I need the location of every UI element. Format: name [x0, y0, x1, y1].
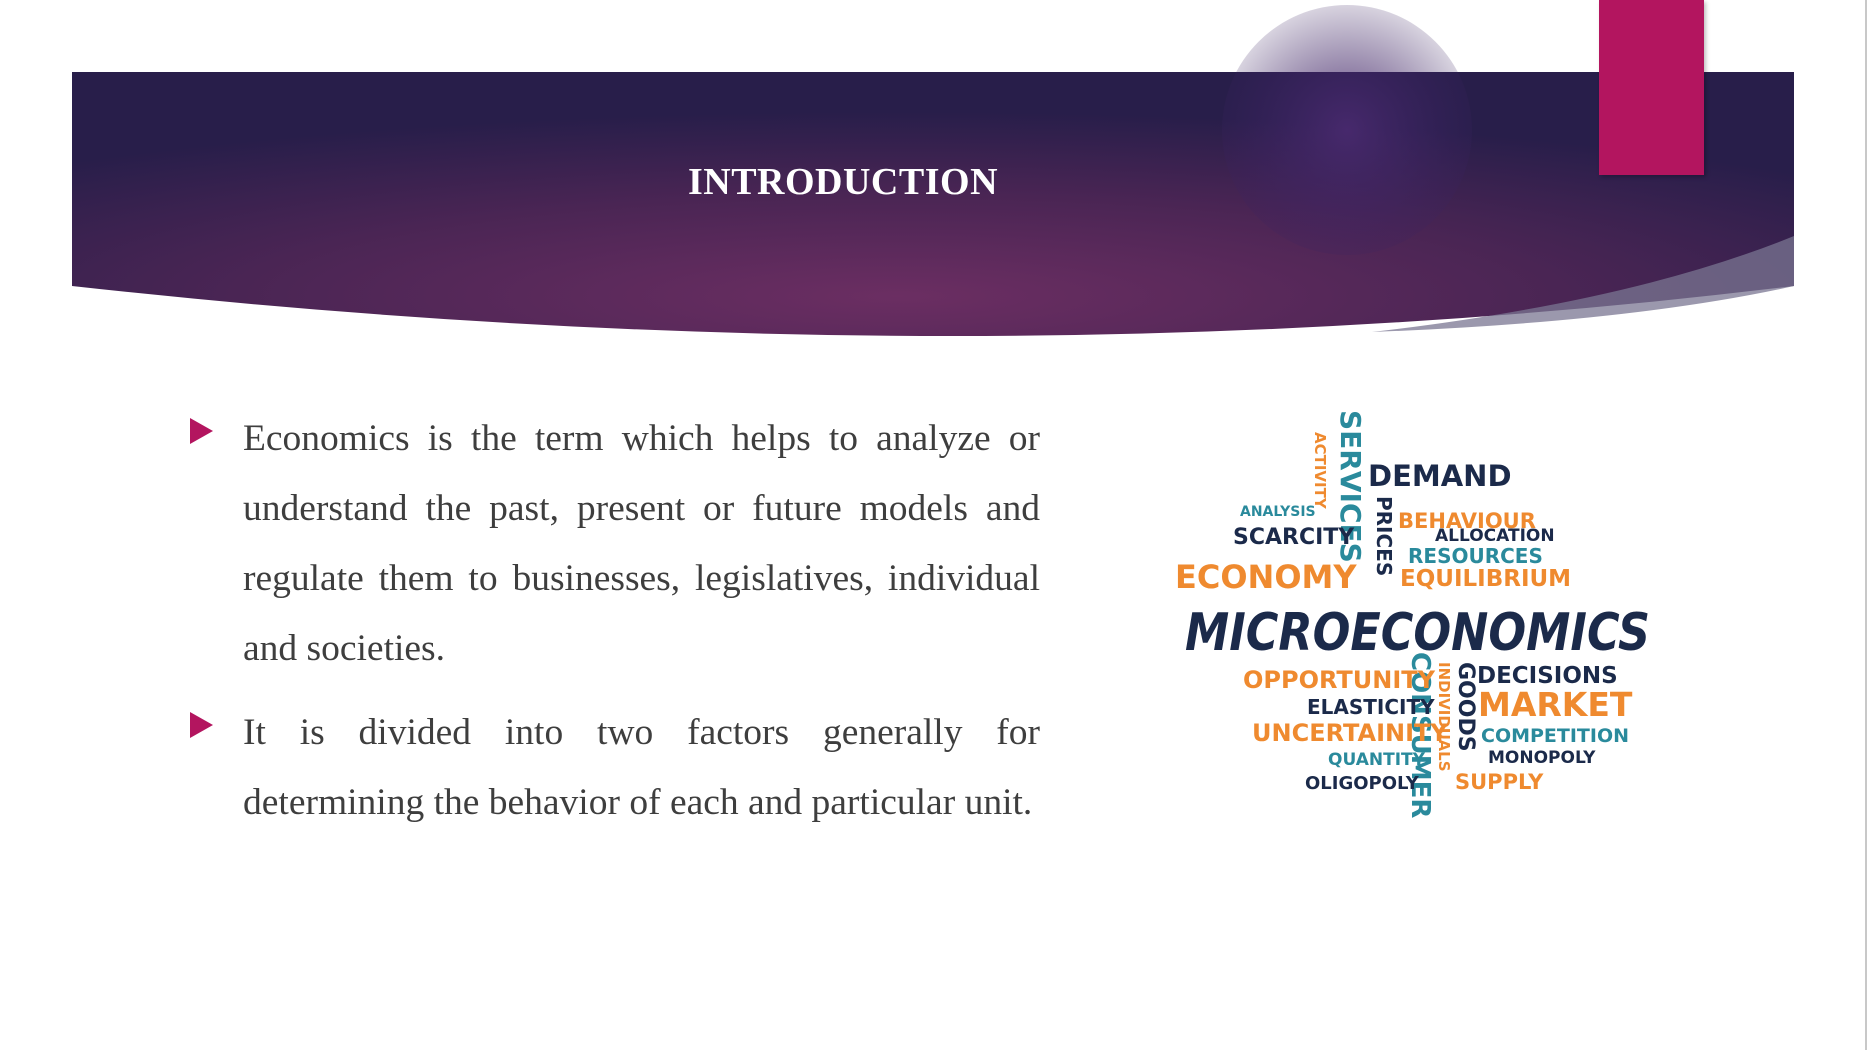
- word-activity: ACTIVITY: [1311, 432, 1329, 509]
- slide-title: INTRODUCTION: [687, 161, 999, 203]
- word-allocation: ALLOCATION: [1435, 526, 1555, 546]
- word-economy: ECONOMY: [1175, 558, 1357, 596]
- word-uncertainity: UNCERTAINITY: [1252, 719, 1448, 747]
- title-banner: [72, 72, 1794, 348]
- word-goods: GOODS: [1453, 662, 1478, 752]
- word-market: MARKET: [1478, 685, 1633, 724]
- word-elasticity: ELASTICITY: [1307, 695, 1435, 719]
- word-quantity: QUANTITY: [1328, 750, 1425, 770]
- word-scarcity: SCARCITY: [1233, 525, 1355, 550]
- word-monopoly: MONOPOLY: [1488, 748, 1596, 768]
- bullet-item: [190, 404, 1040, 684]
- word-demand: DEMAND: [1368, 459, 1512, 493]
- bullet-text: It is divided into two factors generally for determining the behavior of each and particular unit.: [243, 712, 1040, 823]
- word-individuals: INDIVIDUALS: [1435, 662, 1453, 772]
- word-services: SERVICES: [1334, 410, 1367, 563]
- word-microeconomics: MICROECONOMICS: [1185, 603, 1650, 663]
- bullet-arrow-icon: [190, 712, 213, 738]
- word-prices: PRICES: [1372, 496, 1396, 577]
- word-competition: COMPETITION: [1481, 725, 1630, 747]
- bullet-text: Economics is the term which helps to analyze or understand the past, present or future models and regulate them to businesses, legislatives, individual and societies.: [243, 418, 1040, 669]
- bullet-item: [190, 698, 1040, 838]
- word-consumer: CONSUMER: [1405, 652, 1435, 819]
- word-behaviour: BEHAVIOUR: [1398, 509, 1536, 533]
- word-equilibrium: EQUILIBRIUM: [1400, 566, 1572, 592]
- word-opportunity: OPPORTUNITY: [1243, 666, 1436, 694]
- word-resources: RESOURCES: [1408, 544, 1543, 568]
- word-decisions: DECISIONS: [1477, 663, 1618, 689]
- bullet-arrow-icon: [190, 418, 213, 444]
- microeconomics-word-cloud: [1165, 400, 1665, 870]
- bullet-list: [190, 404, 1040, 852]
- word-analysis: ANALYSIS: [1240, 504, 1316, 520]
- word-supply: SUPPLY: [1455, 770, 1544, 794]
- accent-tab: [1599, 0, 1704, 175]
- word-oligopoly: OLIGOPOLY: [1305, 773, 1419, 794]
